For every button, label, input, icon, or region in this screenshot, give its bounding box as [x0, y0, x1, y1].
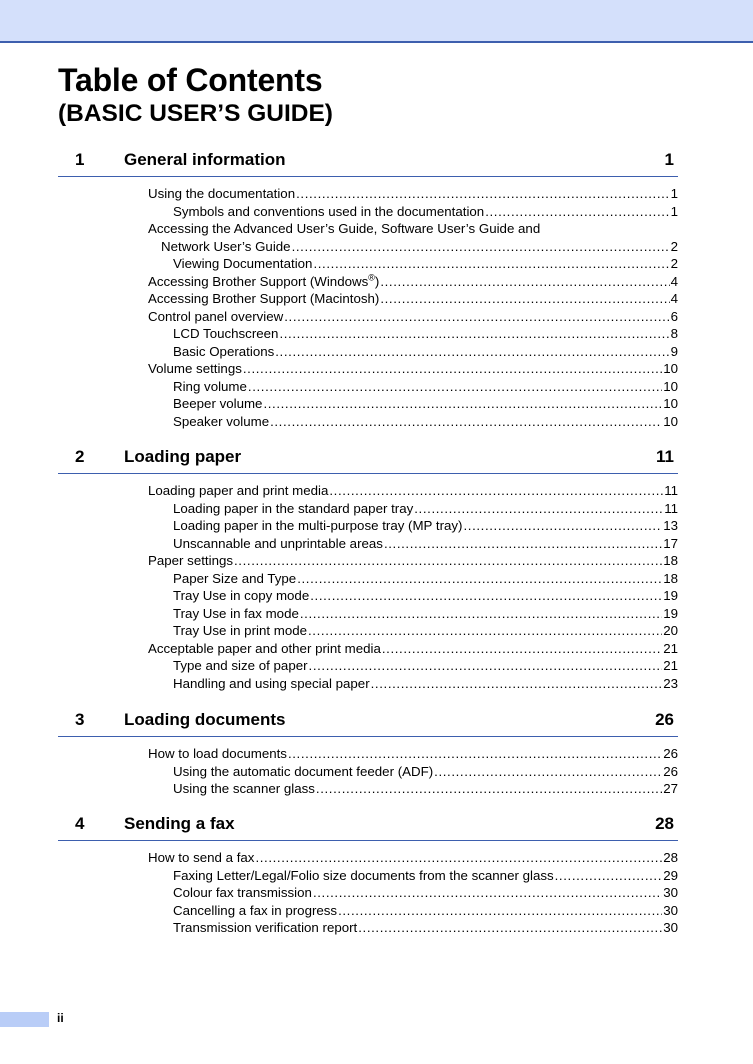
- toc-entry-page-number: 1: [670, 203, 678, 219]
- toc-entry-page-number: 1: [670, 186, 678, 201]
- toc-entry-page-number: 4: [670, 291, 678, 306]
- toc-entry-list: [58, 841, 678, 937]
- header-band: [0, 0, 753, 43]
- dot-leader: [292, 238, 670, 256]
- toc-entry-label: How to load documents: [148, 746, 287, 761]
- chapter-title: Loading documents: [124, 710, 286, 729]
- toc-entry-label: Colour fax transmission: [173, 885, 312, 900]
- toc-entry[interactable]: [58, 290, 678, 308]
- toc-entry[interactable]: [58, 587, 678, 605]
- toc-entry[interactable]: [58, 763, 678, 781]
- toc-entry[interactable]: [58, 745, 678, 763]
- chapter-heading[interactable]: [58, 150, 678, 177]
- toc-entry-page-number: 30: [663, 902, 678, 918]
- toc-entry-page-number: 10: [663, 396, 678, 411]
- toc-entry[interactable]: [58, 552, 678, 570]
- toc-entry[interactable]: [58, 919, 678, 937]
- toc-entry[interactable]: [58, 203, 678, 221]
- toc-entry-page-number: 30: [663, 885, 678, 900]
- toc-entry-text: [173, 255, 312, 273]
- toc-entry-page-number: 20: [663, 623, 678, 638]
- chapter-number: 4: [75, 814, 85, 833]
- chapter-page-number: 1: [664, 150, 674, 169]
- dot-leader: [310, 587, 662, 605]
- toc-entry-text: [173, 395, 262, 413]
- toc-entry-page-number: 10: [663, 413, 678, 429]
- toc-entry-label-tail: ): [374, 273, 380, 289]
- dot-leader: [371, 675, 663, 693]
- toc-entry-text: [173, 570, 296, 588]
- toc-entry-page-number: 18: [663, 553, 678, 568]
- toc-entry-page-number: 13: [663, 518, 678, 533]
- toc-entry-page-number: 8: [670, 326, 678, 341]
- toc-entry-text: [173, 587, 309, 605]
- toc-entry-label: Unscannable and unprintable areas: [173, 535, 383, 551]
- toc-entry-text: [173, 203, 484, 221]
- chapter-number: 2: [75, 447, 85, 466]
- toc-entry-label: Type and size of paper: [173, 658, 308, 673]
- toc-entry-text: [148, 745, 287, 763]
- toc-entry-page-number: 11: [664, 483, 678, 498]
- footer-page-number: ii: [57, 1011, 64, 1025]
- chapter-title: Loading paper: [124, 447, 242, 466]
- dot-leader: [382, 640, 662, 658]
- dot-leader: [329, 482, 663, 500]
- chapter-title: Sending a fax: [124, 814, 235, 833]
- toc-entry-label: How to send a fax: [148, 850, 255, 865]
- toc-entry-page-number: 19: [663, 605, 678, 621]
- toc-entry-text: [173, 780, 315, 798]
- page-title: Table of Contents: [58, 62, 323, 98]
- toc-entry-label: Control panel overview: [148, 308, 284, 324]
- toc-entry-page-number: 2: [670, 238, 678, 254]
- toc-entry-page-number: 17: [663, 535, 678, 551]
- toc-entry[interactable]: [58, 360, 678, 378]
- dot-leader: [279, 325, 669, 343]
- dot-leader: [275, 343, 669, 361]
- toc-entry-page-number: 11: [664, 500, 678, 516]
- toc-entry-text: [173, 657, 308, 675]
- dot-leader: [313, 884, 662, 902]
- toc-entry-label: Using the scanner glass: [173, 781, 315, 796]
- dot-leader: [309, 657, 663, 675]
- toc-entry[interactable]: [58, 902, 678, 920]
- toc-entry-text: [173, 343, 274, 361]
- toc-entry[interactable]: [58, 884, 678, 902]
- toc-entry-text: [173, 763, 433, 781]
- dot-leader: [313, 255, 669, 273]
- chapter-page-number: 26: [655, 710, 674, 729]
- dot-leader: [414, 500, 663, 518]
- toc-entry-label: Acceptable paper and other print media: [148, 640, 381, 656]
- toc-entry[interactable]: [58, 640, 678, 658]
- toc-entry-label: Accessing the Advanced User’s Guide, Software User’s Guide and: [148, 221, 541, 236]
- toc-entry[interactable]: [58, 780, 678, 798]
- toc-entry-page-number: 27: [663, 781, 678, 796]
- toc-entry-label: Tray Use in print mode: [173, 623, 308, 638]
- dot-leader: [243, 360, 662, 378]
- toc-entry-label: Tray Use in copy mode: [173, 588, 310, 603]
- toc-entry-label: Accessing Brother Support (Macintosh): [148, 291, 380, 306]
- toc-entry-page-number: 2: [670, 256, 678, 271]
- chapter-number: 3: [75, 710, 85, 729]
- toc-entry-page-number: 26: [663, 763, 678, 779]
- toc-entry-text: [173, 413, 269, 431]
- dot-leader: [308, 622, 662, 640]
- toc-entry[interactable]: [58, 413, 678, 431]
- chapter-title: General information: [124, 150, 286, 169]
- toc-entry-text: [173, 622, 307, 640]
- toc-entry-label: Ring volume: [173, 378, 247, 394]
- toc-entry-text: [148, 273, 379, 291]
- toc-entry-page-number: 26: [663, 746, 678, 761]
- toc-entry-label: Basic Operations: [173, 343, 275, 359]
- toc-entry-label: Viewing Documentation: [173, 256, 313, 271]
- toc-entry[interactable]: [58, 395, 678, 413]
- dot-leader: [234, 552, 662, 570]
- toc-entry-page-number: 9: [670, 343, 678, 359]
- dot-leader: [384, 535, 662, 553]
- chapter-page-number: 11: [656, 447, 674, 466]
- toc-entry-list: [58, 474, 678, 692]
- toc-entry-list: [58, 177, 678, 430]
- toc-entry-label: Paper Size and Type: [173, 570, 297, 586]
- toc-entry-label: Loading paper in the multi-purpose tray (MP tray): [173, 518, 463, 533]
- toc-entry[interactable]: [58, 482, 678, 500]
- toc-entry-text: [173, 605, 299, 623]
- footer-band: [0, 1012, 49, 1027]
- toc-entry-page-number: 30: [663, 920, 678, 935]
- toc-entry-label: Accessing Brother Support (Windows: [148, 273, 369, 289]
- toc-entry[interactable]: [58, 622, 678, 640]
- toc-entry-text: [148, 220, 540, 238]
- dot-leader: [255, 849, 662, 867]
- toc-entry-text: [148, 482, 328, 500]
- toc-entry-page-number: 19: [663, 588, 678, 603]
- toc-entry-text: [173, 867, 554, 885]
- dot-leader: [248, 378, 662, 396]
- toc-entry-text: [173, 535, 383, 553]
- toc-entry-page-number: 10: [663, 361, 678, 376]
- dot-leader: [463, 517, 662, 535]
- toc-entry-page-number: 4: [670, 273, 678, 289]
- toc-entry-text: [173, 378, 247, 396]
- toc-entry[interactable]: [58, 535, 678, 553]
- toc-entry[interactable]: [58, 657, 678, 675]
- chapter-2: [58, 447, 678, 692]
- toc-entry-label: Beeper volume: [173, 396, 263, 411]
- toc-entry-label: Transmission verification report: [173, 920, 358, 935]
- toc-entry-text: [148, 552, 233, 570]
- toc-entry-page-number: 21: [663, 640, 678, 656]
- toc-entry-text: [173, 325, 278, 343]
- toc-entry-page-number: 28: [663, 850, 678, 865]
- dot-leader: [338, 902, 662, 920]
- toc-entry-page-number: 18: [663, 570, 678, 586]
- dot-leader: [555, 867, 663, 885]
- toc-entry[interactable]: [58, 605, 678, 623]
- toc-entry-label: Using the automatic document feeder (ADF): [173, 763, 434, 779]
- toc-entry[interactable]: [58, 343, 678, 361]
- toc-entry[interactable]: [58, 500, 678, 518]
- toc-entry-text: [148, 185, 295, 203]
- toc-entry-text: [173, 919, 357, 937]
- toc-entry[interactable]: [58, 238, 678, 256]
- toc-entry-label: Handling and using special paper: [173, 675, 370, 691]
- toc-entry-label: Network User’s Guide: [161, 238, 291, 254]
- dot-leader: [297, 570, 662, 588]
- toc-entry[interactable]: [58, 325, 678, 343]
- dot-leader: [434, 763, 662, 781]
- toc-entry-text: [148, 308, 283, 326]
- toc-entry[interactable]: [58, 517, 678, 535]
- dot-leader: [380, 290, 669, 308]
- toc-entry[interactable]: [58, 867, 678, 885]
- dot-leader: [288, 745, 662, 763]
- chapter-page-number: 28: [655, 814, 674, 833]
- toc-entry[interactable]: [58, 220, 678, 238]
- dot-leader: [284, 308, 669, 326]
- dot-leader: [485, 203, 669, 221]
- toc-entry-label: Symbols and conventions used in the documentation: [173, 203, 485, 219]
- chapter-3: [58, 710, 678, 798]
- toc-entry-page-number: 6: [670, 308, 678, 324]
- toc-entry-text: [173, 517, 462, 535]
- toc-entry-label: Loading paper and print media: [148, 483, 329, 498]
- registered-mark: ®: [368, 272, 375, 283]
- toc-entry-label: Cancelling a fax in progress: [173, 902, 338, 918]
- page-subtitle: (BASIC USER’S GUIDE): [58, 100, 333, 127]
- dot-leader: [300, 605, 662, 623]
- toc-entry[interactable]: [58, 675, 678, 693]
- toc-entry[interactable]: [58, 255, 678, 273]
- toc-entry-label: Paper settings: [148, 553, 234, 568]
- toc-entry-page-number: 23: [663, 675, 678, 691]
- toc-entry-label: Using the documentation: [148, 186, 296, 201]
- chapter-heading[interactable]: [58, 710, 678, 737]
- chapter-1: [58, 150, 678, 430]
- toc-entry-text: [148, 640, 381, 658]
- chapter-heading[interactable]: [58, 814, 678, 841]
- toc-entry-text: [173, 902, 337, 920]
- toc-entry-label: LCD Touchscreen: [173, 326, 279, 341]
- chapter-heading[interactable]: [58, 447, 678, 474]
- toc-entry-page-number: 21: [663, 658, 678, 673]
- dot-leader: [296, 185, 669, 203]
- toc-entry[interactable]: [58, 570, 678, 588]
- dot-leader: [380, 273, 669, 291]
- toc-entry-text: [148, 849, 254, 867]
- toc-entry[interactable]: [58, 185, 678, 203]
- toc-entry-label: Faxing Letter/Legal/Folio size documents from the scanner glass: [173, 867, 554, 883]
- toc-entry-label: Tray Use in fax mode: [173, 605, 299, 621]
- toc-entry-text: [173, 675, 370, 693]
- toc-entry[interactable]: [58, 849, 678, 867]
- toc-entry-text: [173, 884, 312, 902]
- chapter-4: [58, 814, 678, 937]
- dot-leader: [358, 919, 662, 937]
- dot-leader: [316, 780, 662, 798]
- toc-entry-label: Speaker volume: [173, 413, 270, 429]
- toc-entry-text: [148, 290, 379, 308]
- toc-entry[interactable]: [58, 378, 678, 396]
- dot-leader: [263, 395, 662, 413]
- toc-entry-label: Loading paper in the standard paper tray: [173, 500, 414, 516]
- toc-entry-text: [148, 360, 242, 378]
- toc-entry[interactable]: [58, 273, 678, 291]
- toc-entry-label: Volume settings: [148, 361, 242, 376]
- toc-entry-page-number: 10: [663, 378, 678, 394]
- chapter-number: 1: [75, 150, 85, 169]
- toc-entry-page-number: 29: [663, 867, 678, 883]
- toc-entry-text: [173, 500, 413, 518]
- toc-entry-text: [161, 238, 291, 256]
- toc-entry-list: [58, 737, 678, 798]
- toc-entry[interactable]: [58, 308, 678, 326]
- dot-leader: [270, 413, 662, 431]
